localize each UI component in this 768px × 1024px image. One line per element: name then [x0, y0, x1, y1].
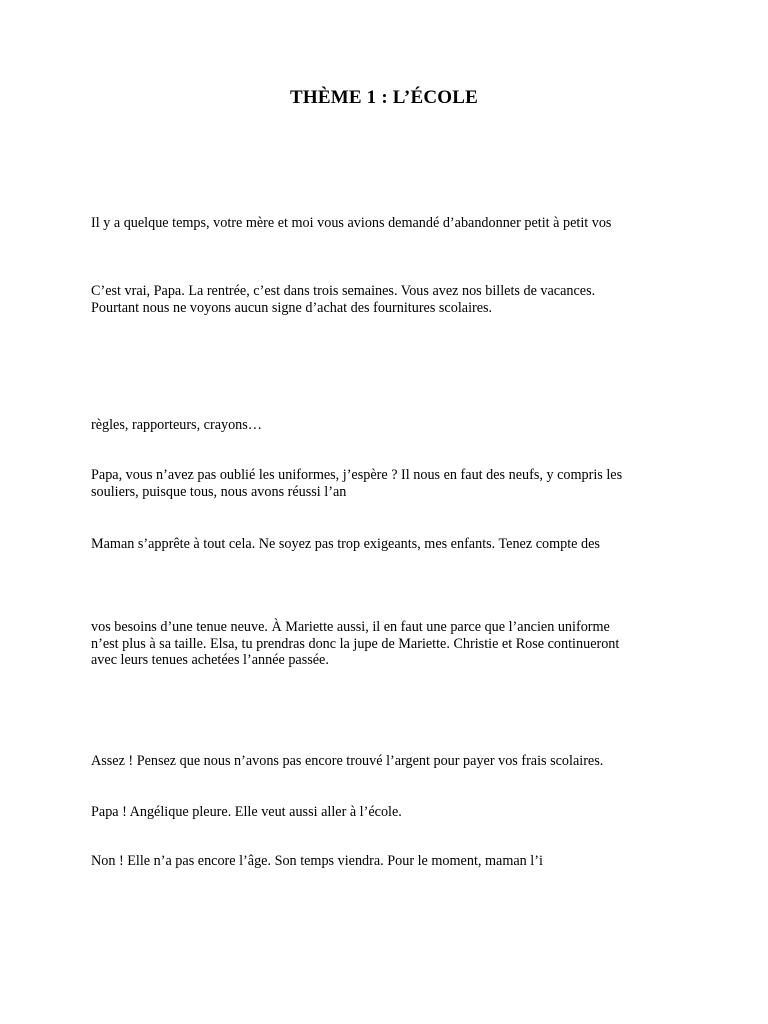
paragraph-5 — [91, 536, 691, 553]
paragraph-7 — [91, 753, 691, 770]
paragraph-2 — [91, 283, 691, 316]
paragraph-line: Maman s’apprête à tout cela. Ne soyez pas trop exigeants, mes enfants. Tenez compte des — [91, 536, 600, 552]
paragraph-line: Papa, vous n’avez pas oublié les uniformes, j’espère ? Il nous en faut des neufs, y compris les — [91, 467, 623, 483]
paragraph-line: Non ! Elle n’a pas encore l’âge. Son temps viendra. Pour le moment, maman l’i — [91, 853, 543, 869]
paragraph-1 — [91, 215, 691, 232]
paragraph-line: vos besoins d’une tenue neuve. À Mariette aussi, il en faut une parce que l’ancien uniforme — [91, 619, 610, 635]
paragraph-line: n’est plus à sa taille. Elsa, tu prendras donc la jupe de Mariette. Christie et Rose continueront — [91, 635, 620, 652]
paragraph-6 — [91, 619, 691, 669]
paragraph-line: souliers, puisque tous, nous avons réussi l’an — [91, 483, 347, 500]
paragraph-4 — [91, 467, 691, 500]
paragraph-8 — [91, 804, 691, 821]
paragraph-3 — [91, 417, 691, 434]
paragraph-line: Pourtant nous ne voyons aucun signe d’achat des fournitures scolaires. — [91, 299, 493, 316]
paragraph-line: règles, rapporteurs, crayons… — [91, 417, 262, 433]
paragraph-line: C’est vrai, Papa. La rentrée, c’est dans trois semaines. Vous avez nos billets de vacances. — [91, 283, 596, 299]
paragraph-line: Il y a quelque temps, votre mère et moi vous avions demandé d’abandonner petit à petit vos — [91, 215, 612, 231]
page-title: THÈME 1 : L’ÉCOLE — [290, 87, 478, 108]
paragraph-9 — [91, 853, 691, 870]
paragraph-line: Papa ! Angélique pleure. Elle veut aussi aller à l’école. — [91, 804, 402, 820]
paragraph-line: Assez ! Pensez que nous n’avons pas encore trouvé l’argent pour payer vos frais scolaires. — [91, 753, 604, 769]
paragraph-line: avec leurs tenues achetées l’année passée. — [91, 652, 329, 668]
